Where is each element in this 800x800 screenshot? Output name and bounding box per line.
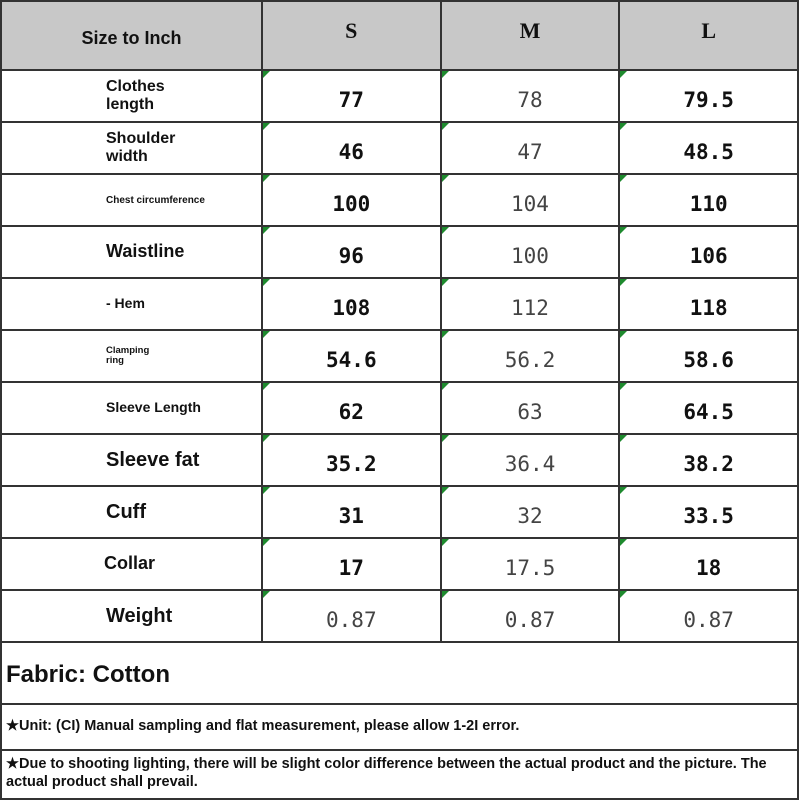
corner-mark [263, 487, 270, 494]
corner-mark [620, 383, 627, 390]
value-cell [441, 330, 620, 382]
value-cell [619, 434, 798, 486]
row-label-cell [1, 226, 262, 278]
row-label: Sleeve fat [106, 449, 200, 471]
value-l: 58.6 [683, 348, 734, 372]
value-cell [619, 70, 798, 122]
row-label-cell [1, 590, 262, 642]
value-l: 48.5 [683, 140, 734, 164]
corner-mark [620, 591, 627, 598]
corner-mark [620, 227, 627, 234]
row-label-cell [1, 382, 262, 434]
value-l: 110 [689, 192, 728, 216]
value-l: 18 [696, 556, 722, 580]
value-s: 0.87 [326, 608, 377, 632]
value-s: 31 [338, 504, 364, 528]
value-cell [619, 122, 798, 174]
value-cell [441, 486, 620, 538]
value-m: 47 [517, 140, 543, 164]
value-cell [441, 226, 620, 278]
row-label-cell [1, 278, 262, 330]
row-label: Clamping ring [106, 344, 150, 366]
fabric-text: Fabric: Cotton [6, 661, 170, 688]
row-label: Shoulder width [106, 130, 176, 165]
value-cell [262, 486, 441, 538]
header-label: Size to Inch [81, 28, 182, 48]
row-label: Weight [106, 605, 173, 627]
value-cell [262, 590, 441, 642]
value-cell [619, 382, 798, 434]
value-cell [441, 538, 620, 590]
value-m: 78 [517, 88, 543, 112]
row-label: Cuff [106, 501, 146, 523]
value-cell [262, 226, 441, 278]
header-size-l: L [701, 17, 716, 43]
row-label: Clothes length [106, 78, 165, 113]
value-cell [262, 122, 441, 174]
header-size-l-cell [619, 1, 798, 70]
value-m: 56.2 [504, 348, 556, 372]
header-size-m-cell [441, 1, 620, 70]
value-s: 62 [338, 400, 364, 424]
corner-mark [263, 279, 270, 286]
value-cell [262, 434, 441, 486]
header-label-cell [1, 1, 262, 70]
corner-mark [620, 71, 627, 78]
corner-mark [442, 383, 449, 390]
value-s: 77 [338, 88, 364, 112]
corner-mark [263, 331, 270, 338]
row-label-cell [1, 538, 262, 590]
value-s: 54.6 [326, 348, 377, 372]
color-note: ★Due to shooting lighting, there will be slight color difference between the actual product and the picture. The actual product shall prevail. [0, 751, 799, 800]
value-l: 38.2 [683, 452, 734, 476]
value-l: 118 [689, 296, 728, 320]
value-cell [441, 590, 620, 642]
value-m: 0.87 [504, 608, 556, 632]
row-label-cell [1, 174, 262, 226]
corner-mark [263, 539, 270, 546]
value-s: 46 [338, 140, 364, 164]
table-row [1, 486, 798, 538]
corner-mark [263, 591, 270, 598]
value-s: 100 [332, 192, 371, 216]
value-cell [262, 278, 441, 330]
fabric-row [0, 641, 799, 705]
table-row [1, 226, 798, 278]
corner-mark [442, 487, 449, 494]
table-row [1, 590, 798, 642]
value-s: 17 [338, 556, 364, 580]
table-row [1, 538, 798, 590]
row-label: Collar [104, 553, 156, 574]
corner-mark [620, 539, 627, 546]
corner-mark [442, 591, 449, 598]
value-cell [619, 174, 798, 226]
corner-mark [442, 539, 449, 546]
table-row [1, 382, 798, 434]
value-cell [619, 538, 798, 590]
value-cell [262, 330, 441, 382]
corner-mark [263, 435, 270, 442]
corner-mark [263, 175, 270, 182]
value-cell [262, 382, 441, 434]
table-row [1, 122, 798, 174]
corner-mark [620, 331, 627, 338]
value-cell [441, 382, 620, 434]
table-row [1, 70, 798, 122]
value-cell [619, 226, 798, 278]
table-row [1, 330, 798, 382]
value-cell [441, 122, 620, 174]
corner-mark [442, 435, 449, 442]
header-size-s-cell [262, 1, 441, 70]
value-l: 64.5 [683, 400, 734, 424]
value-cell [619, 590, 798, 642]
corner-mark [442, 123, 449, 130]
corner-mark [442, 279, 449, 286]
corner-mark [620, 435, 627, 442]
value-s: 108 [332, 296, 371, 320]
corner-mark [442, 331, 449, 338]
row-label: Waistline [106, 241, 185, 262]
corner-mark [620, 487, 627, 494]
row-label: Sleeve Length [106, 399, 201, 416]
value-cell [441, 174, 620, 226]
corner-mark [263, 383, 270, 390]
value-l: 0.87 [683, 608, 734, 632]
header-size-s: S [345, 17, 358, 43]
value-m: 32 [517, 504, 543, 528]
table-row [1, 174, 798, 226]
value-l: 79.5 [683, 88, 734, 112]
value-cell [262, 174, 441, 226]
value-m: 112 [511, 296, 549, 320]
table-row [1, 434, 798, 486]
row-label-cell [1, 330, 262, 382]
value-cell [619, 486, 798, 538]
value-m: 17.5 [504, 556, 556, 580]
row-label-cell [1, 486, 262, 538]
row-label: Chest circumference [106, 194, 205, 206]
value-cell [619, 278, 798, 330]
row-label-cell [1, 122, 262, 174]
header-row [1, 1, 798, 70]
corner-mark [442, 175, 449, 182]
value-l: 106 [689, 244, 728, 268]
value-m: 100 [511, 244, 549, 268]
corner-mark [620, 279, 627, 286]
value-cell [441, 278, 620, 330]
corner-mark [442, 227, 449, 234]
unit-note: ★Unit: (CI) Manual sampling and flat measurement, please allow 1-2I error. [0, 705, 799, 751]
value-m: 104 [511, 192, 549, 216]
value-l: 33.5 [683, 504, 734, 528]
row-label-cell [1, 70, 262, 122]
row-label-cell [1, 434, 262, 486]
row-label: - Hem [106, 295, 145, 312]
corner-mark [263, 227, 270, 234]
corner-mark [263, 71, 270, 78]
corner-mark [263, 123, 270, 130]
table-row [1, 278, 798, 330]
value-s: 96 [338, 244, 364, 268]
value-s: 35.2 [326, 452, 377, 476]
value-m: 36.4 [504, 452, 556, 476]
value-cell [441, 434, 620, 486]
value-m: 63 [517, 400, 543, 424]
value-cell [441, 70, 620, 122]
value-cell [262, 538, 441, 590]
value-cell [619, 330, 798, 382]
corner-mark [620, 123, 627, 130]
corner-mark [442, 71, 449, 78]
value-cell [262, 70, 441, 122]
corner-mark [620, 175, 627, 182]
header-size-m: M [519, 17, 541, 43]
